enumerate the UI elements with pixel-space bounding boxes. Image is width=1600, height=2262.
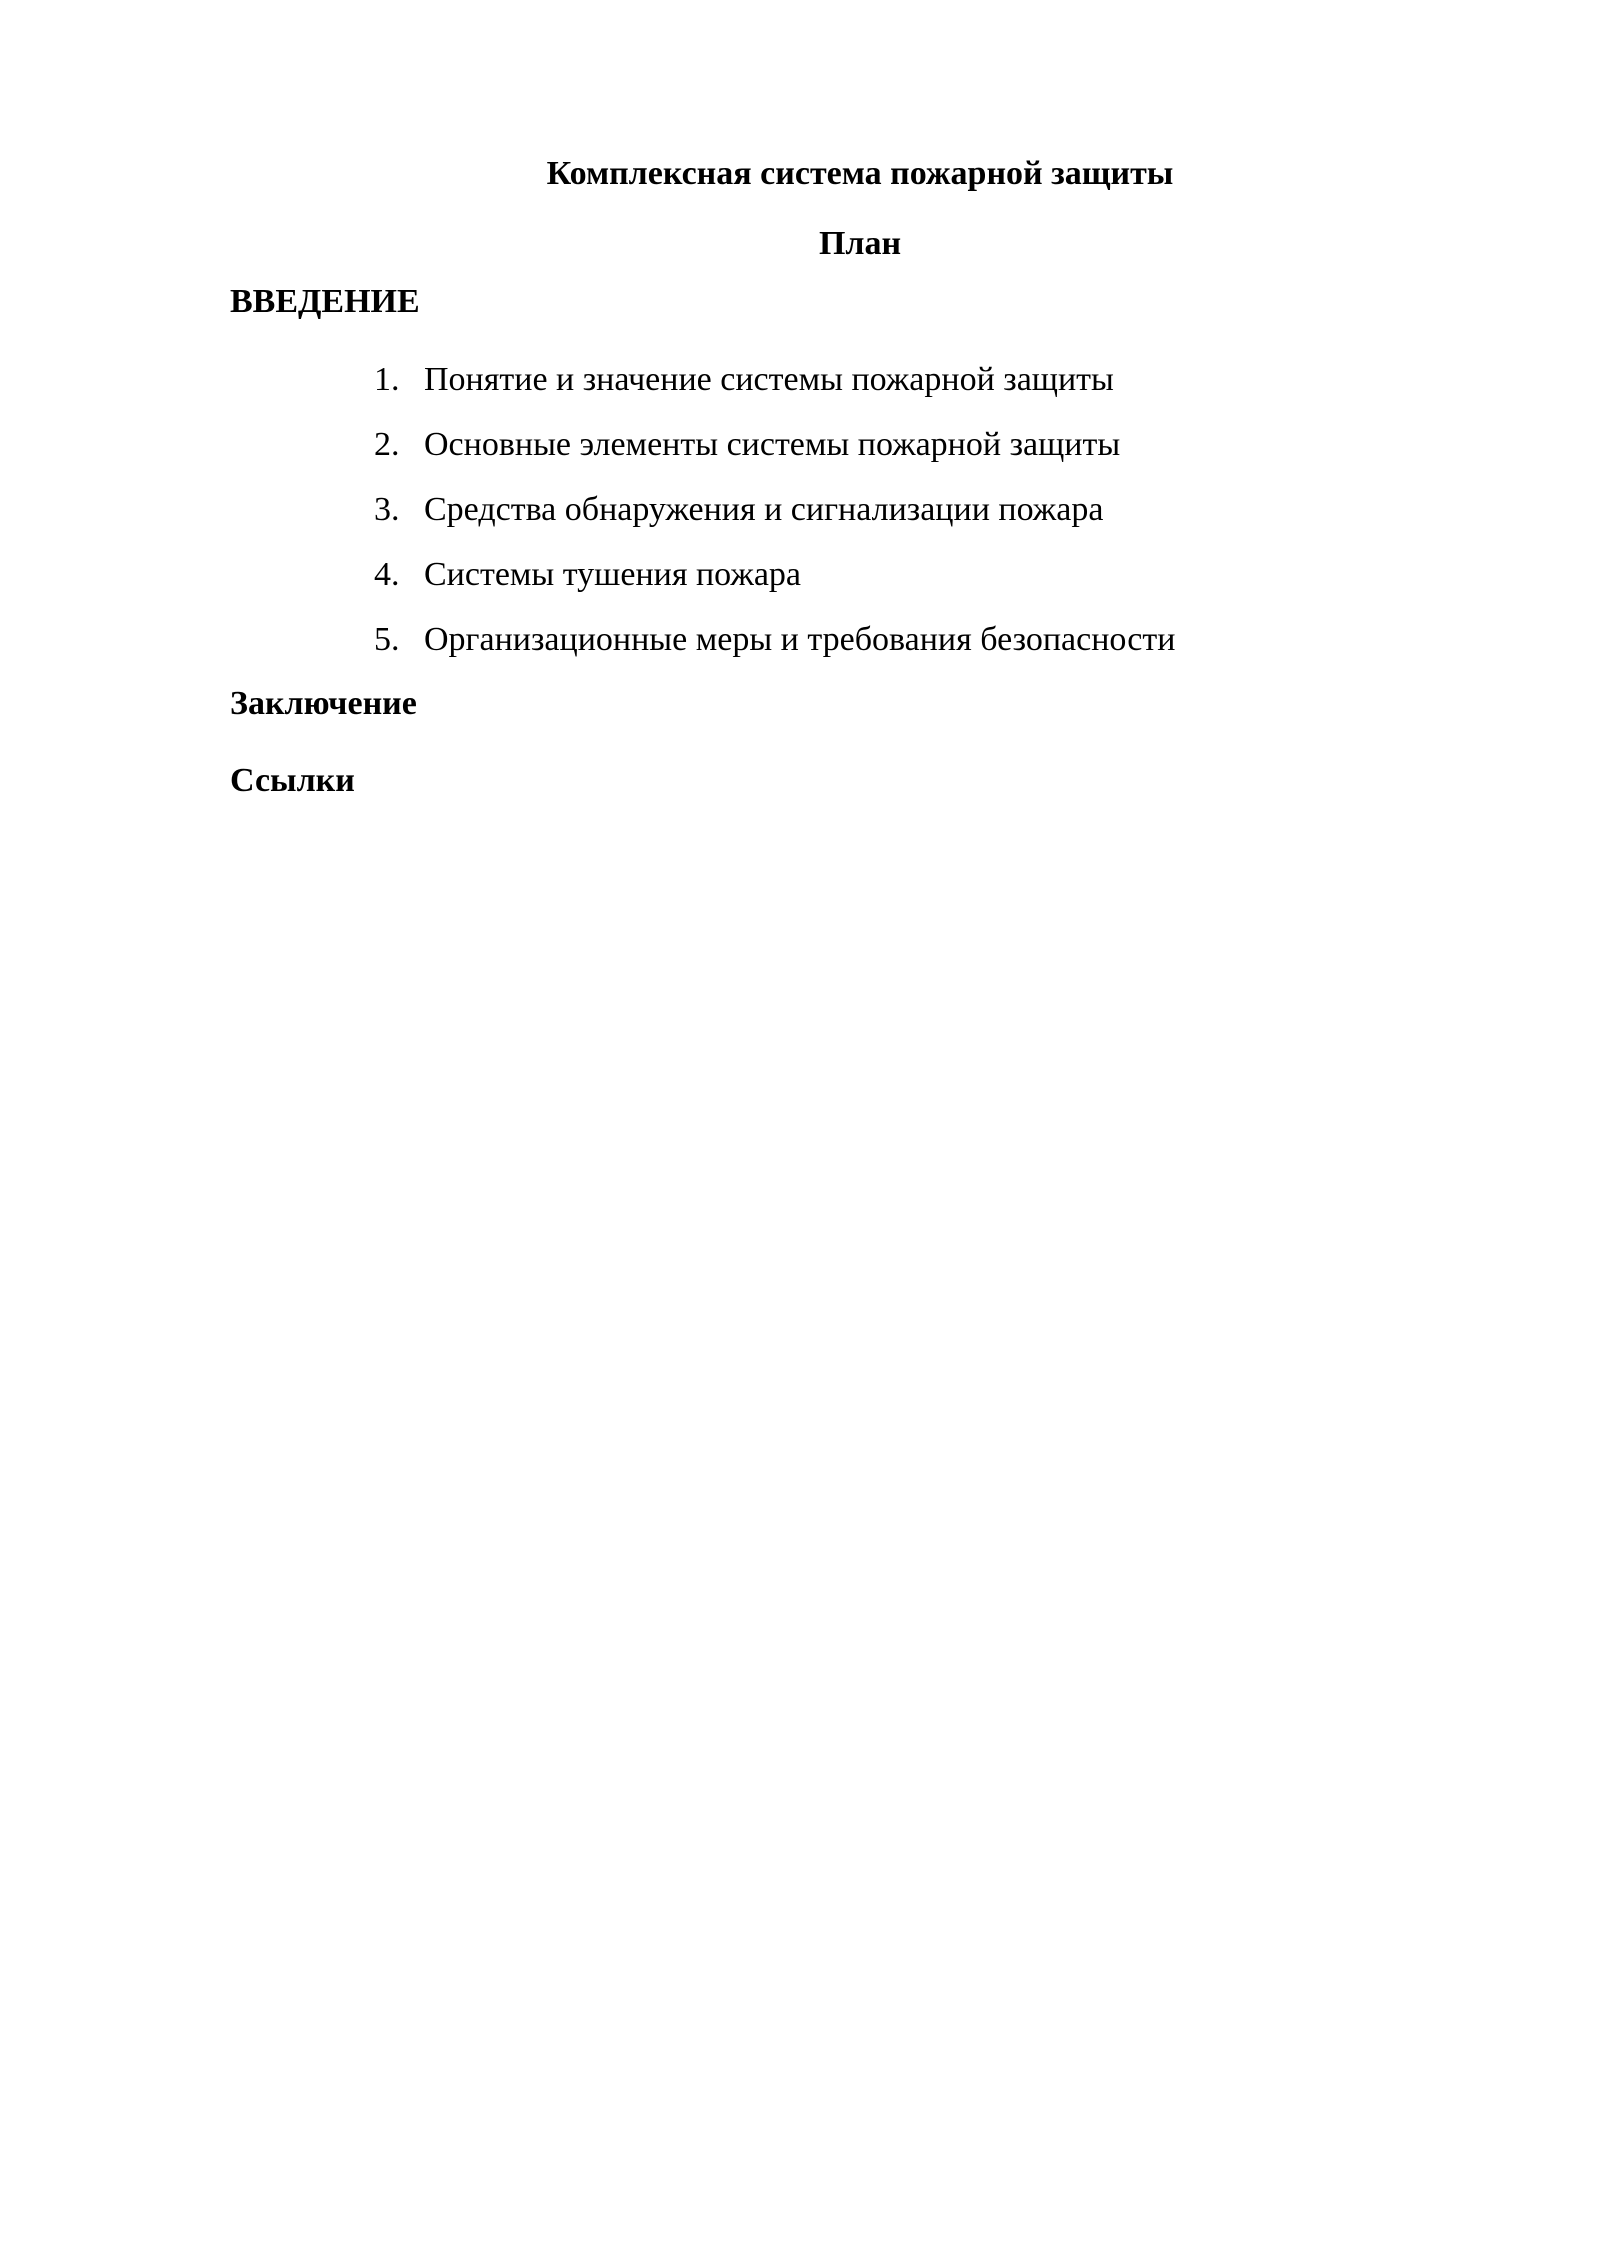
intro-heading: ВВЕДЕНИЕ [230,283,420,320]
plan-heading: План [818,225,902,262]
plan-item-text: Понятие и значение системы пожарной защиты [424,361,1114,398]
plan-item-text: Организационные меры и требования безопасности [424,621,1176,658]
plan-item [374,356,1175,421]
plan-item-number: 1. [374,361,400,398]
plan-list [374,356,1175,681]
plan-item-number: 4. [374,556,400,593]
plan-item-text: Средства обнаружения и сигнализации пожара [424,491,1104,528]
plan-item [374,616,1175,681]
plan-item-text: Системы тушения пожара [424,556,802,593]
plan-item-number: 2. [374,426,400,463]
plan-item-number: 5. [374,621,400,658]
plan-item-text: Основные элементы системы пожарной защиты [424,426,1121,463]
plan-item [374,421,1175,486]
references-heading: Ссылки [230,762,355,799]
plan-item-number: 3. [374,491,400,528]
plan-item [374,486,1175,551]
conclusion-heading: Заключение [230,685,417,722]
document-title: Комплексная система пожарной защиты [546,155,1174,192]
plan-item [374,551,1175,616]
